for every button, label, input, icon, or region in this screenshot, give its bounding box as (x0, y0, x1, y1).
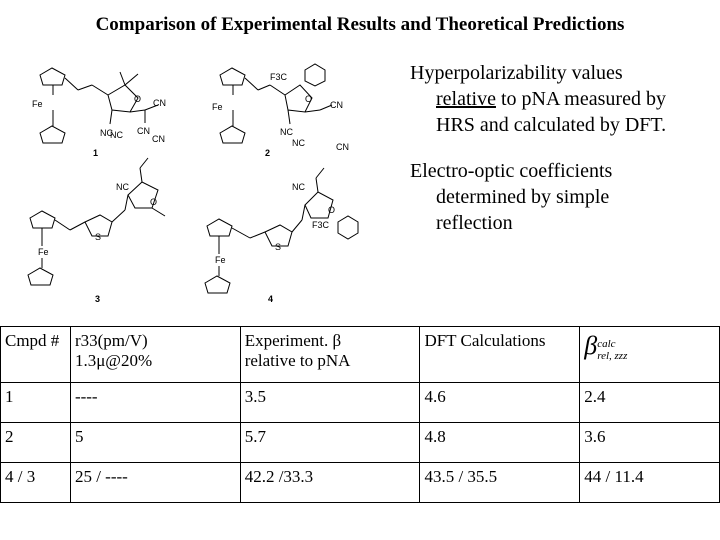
header-cmpd: Cmpd # (1, 327, 71, 383)
atom-fe-1: Fe (32, 99, 43, 109)
table-row (1, 463, 720, 503)
results-table (0, 326, 720, 503)
slide-title: Comparison of Experimental Results and Theoretical Predictions (95, 14, 625, 35)
header-r33-line1: r33(pm/V) (74, 331, 148, 350)
atom-nc-1: NC (100, 128, 113, 138)
atom-fe-2: Fe (212, 102, 223, 112)
beta-symbol: β (584, 331, 598, 360)
cell-dft: 43.5 / 35.5 (420, 463, 580, 503)
atom-s-4: S (275, 242, 282, 252)
cell-r33: 5 (70, 423, 240, 463)
atom-o-4: O (328, 205, 336, 215)
atom-o-2: O (305, 94, 313, 104)
atom-cn-1a: CN (153, 98, 166, 108)
atom-cn-2: CN (330, 100, 343, 110)
note-hyper-line1: Hyperpolarizability values (410, 62, 623, 84)
header-beta-calc (580, 327, 720, 383)
chemical-structures (0, 50, 400, 325)
cell-exp: 3.5 (240, 383, 420, 423)
atom-f3c-4: F3C (312, 220, 330, 230)
cell-r33: 25 / ---- (70, 463, 240, 503)
atom-cn-1b: CN (137, 126, 150, 136)
table-header-row (1, 327, 720, 383)
atom-nc-2: NC (280, 127, 293, 137)
structure-2 (212, 64, 343, 158)
header-exp-line2: relative to pNA (244, 351, 351, 370)
structure-label-3: 3 (95, 294, 101, 304)
structure-label-4: 4 (268, 294, 274, 304)
cell-exp: 5.7 (240, 423, 420, 463)
atom-o-3: O (150, 197, 158, 207)
cell-calc: 2.4 (580, 383, 720, 423)
cell-cmpd: 2 (1, 423, 71, 463)
notes-panel (410, 60, 720, 236)
note-eo-line2: determined by simple (436, 186, 610, 208)
note-eo-line1: Electro-optic coefficients (410, 160, 613, 182)
header-experiment (240, 327, 420, 383)
cell-dft: 4.6 (420, 383, 580, 423)
note-hyperpolarizability (410, 60, 720, 138)
beta-subscript: rel, zzz (597, 350, 628, 363)
cell-cmpd: 4 / 3 (1, 463, 71, 503)
atom-fe-4: Fe (215, 255, 226, 265)
table-row (1, 383, 720, 423)
cell-dft: 4.8 (420, 423, 580, 463)
header-r33 (70, 327, 240, 383)
header-exp-line1: Experiment. β (244, 331, 342, 350)
note-electro-optic (410, 158, 720, 236)
atom-nc-3b: NC (116, 182, 129, 192)
structure-1 (32, 68, 166, 158)
note-eo-line3: reflection (436, 212, 513, 234)
atom-fe-3: Fe (38, 247, 49, 257)
note-hyper-line3: HRS and calculated by DFT. (436, 114, 667, 136)
header-dft: DFT Calculations (420, 327, 580, 383)
note-hyper-underlined: relative (436, 88, 496, 110)
atom-cn-4: CN (336, 142, 349, 152)
cell-exp: 42.2 /33.3 (240, 463, 420, 503)
structure-label-1: 1 (93, 148, 99, 158)
atom-nc-3a: NC (110, 130, 123, 140)
atom-f3c-2: F3C (270, 72, 288, 82)
note-hyper-line2 (410, 86, 720, 112)
cell-cmpd: 1 (1, 383, 71, 423)
cell-calc: 3.6 (580, 423, 720, 463)
structure-label-2: 2 (265, 148, 271, 158)
cell-r33: ---- (70, 383, 240, 423)
atom-o-1: O (134, 94, 142, 104)
structure-4 (205, 138, 358, 304)
header-r33-line2: 1.3μ@20% (74, 351, 153, 370)
cell-calc: 44 / 11.4 (580, 463, 720, 503)
atom-s-3: S (95, 232, 102, 242)
atom-nc-4a: NC (292, 138, 305, 148)
beta-superscript: calc (597, 338, 616, 351)
atom-cn-3: CN (152, 134, 165, 144)
table-row (1, 423, 720, 463)
atom-nc-4b: NC (292, 182, 305, 192)
note-hyper-post: to pNA measured by (495, 88, 666, 110)
